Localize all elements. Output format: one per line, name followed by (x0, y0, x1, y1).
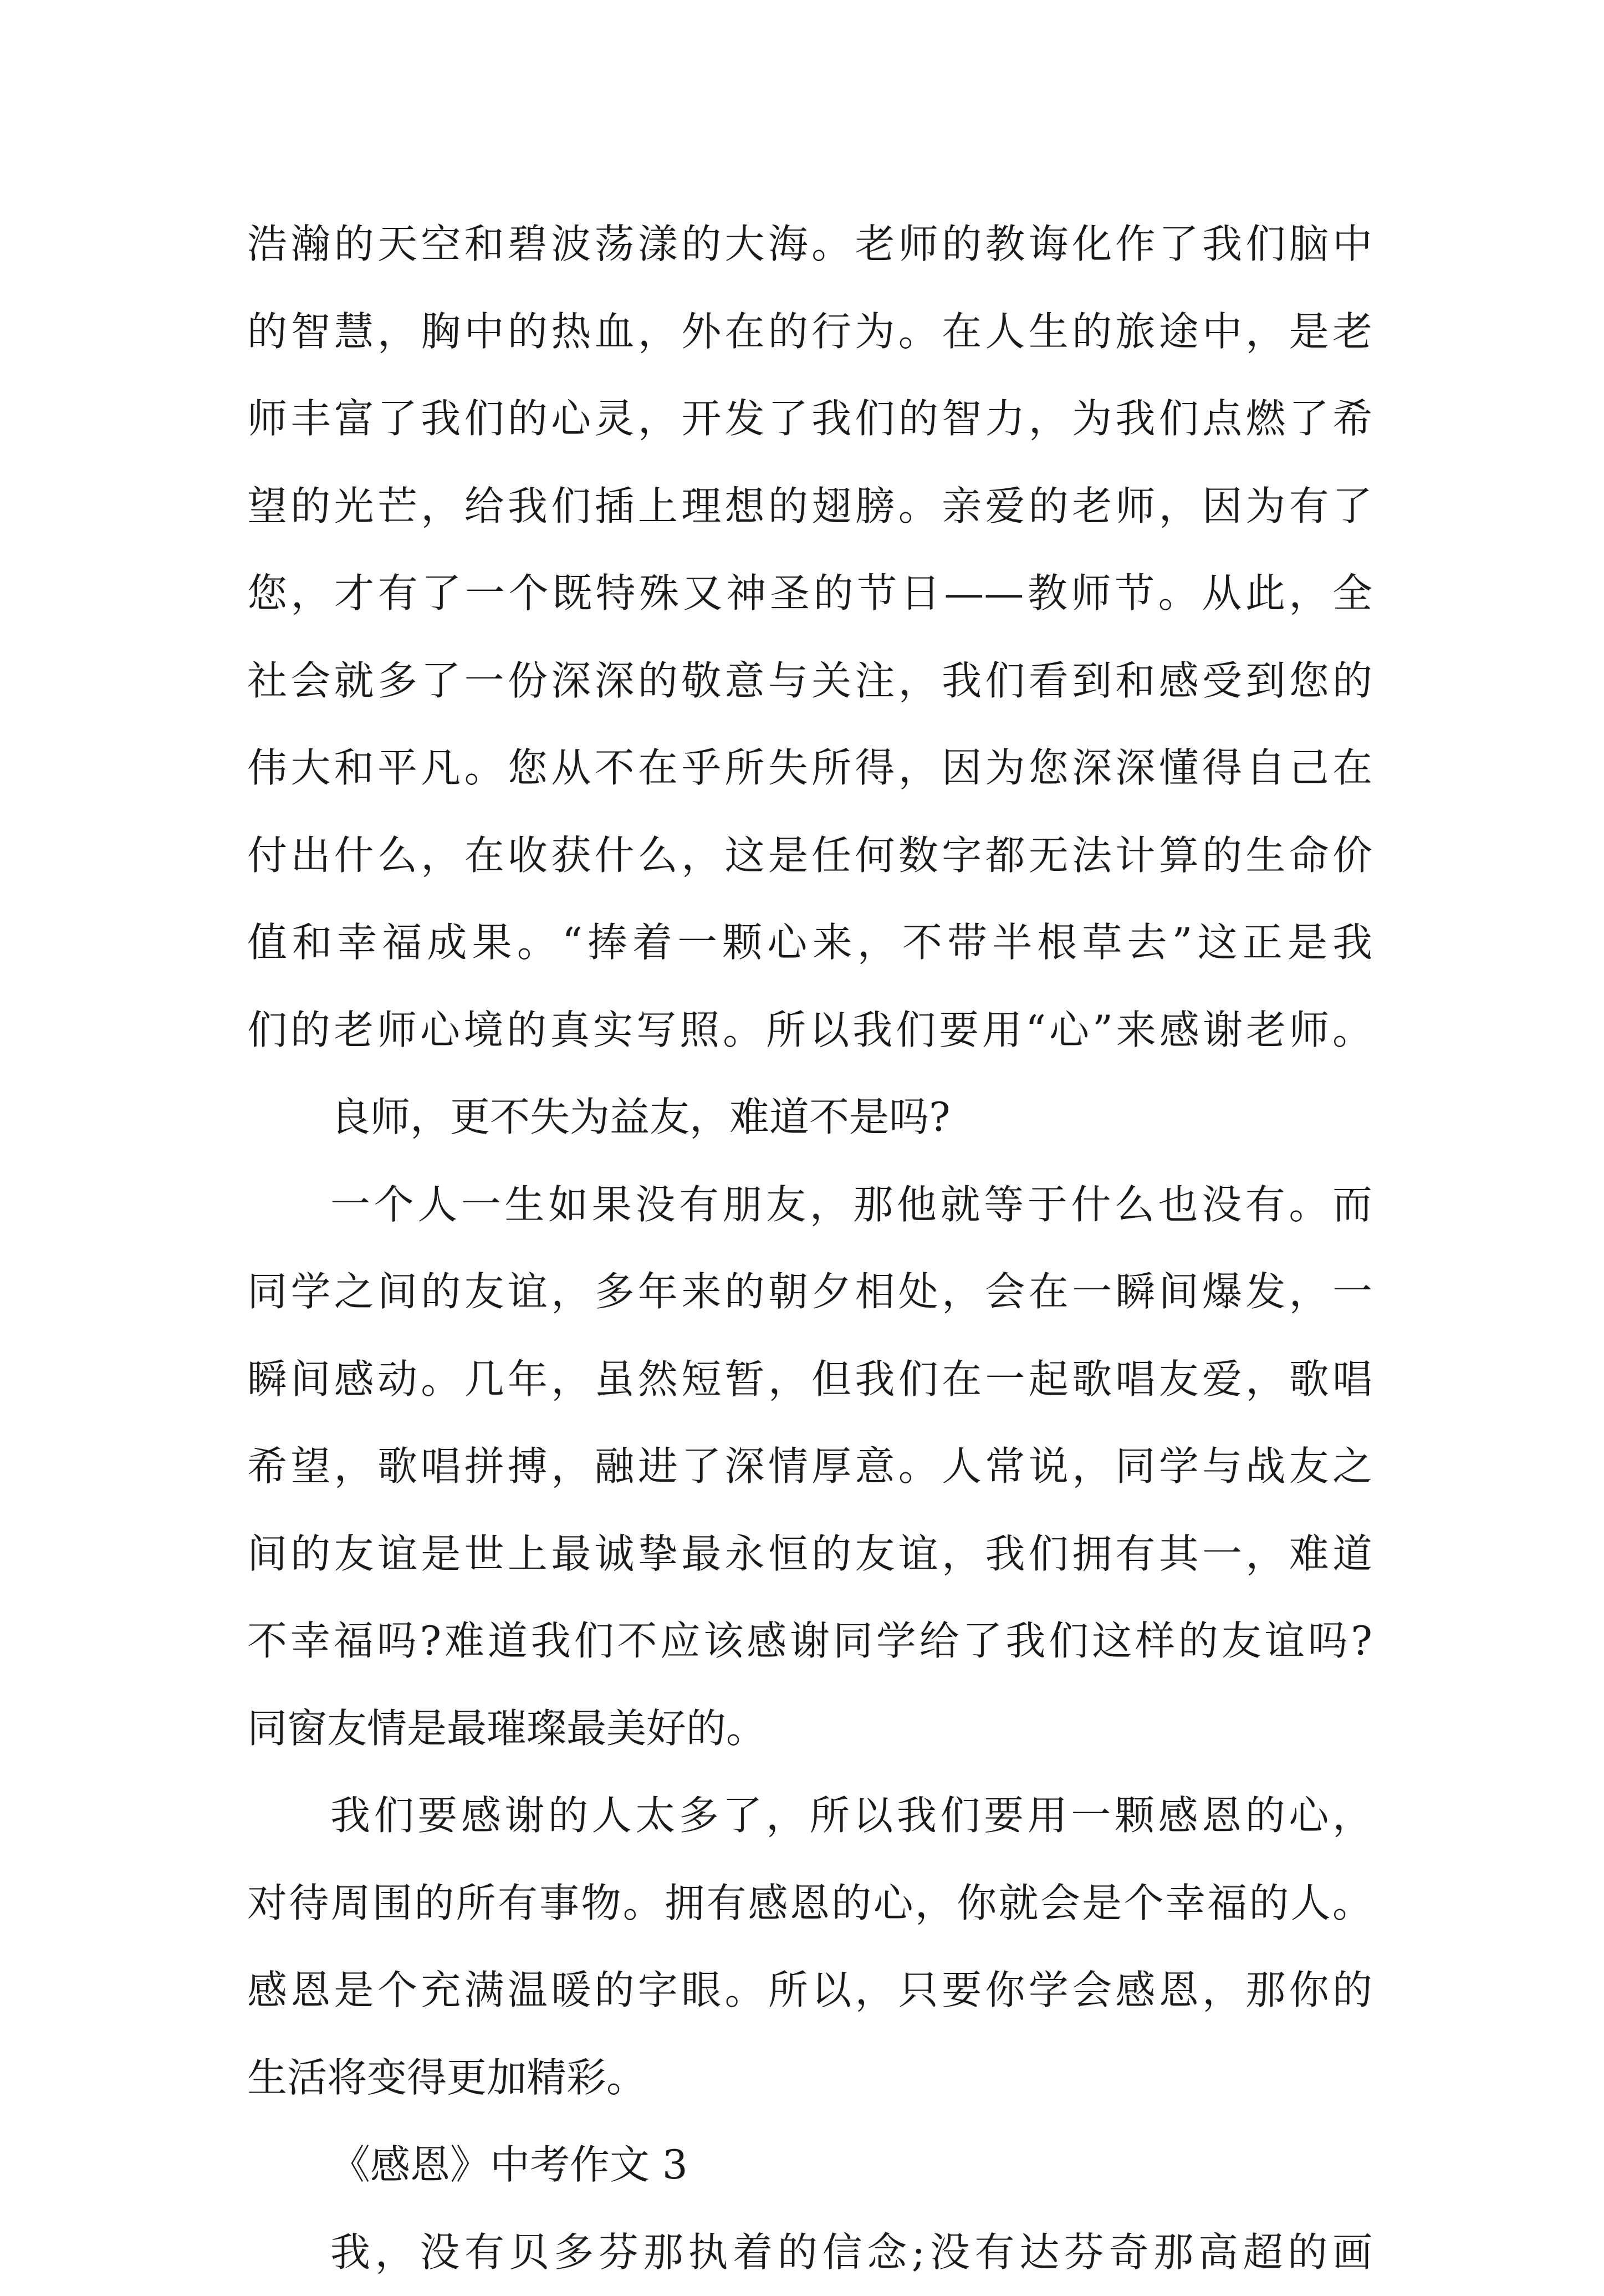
text-line: 师丰富了我们的心灵，开发了我们的智力，为我们点燃了希 (247, 375, 1372, 463)
text-line: 我，没有贝多芬那执着的信念;没有达芬奇那高超的画 (247, 2209, 1372, 2296)
text-line: 良师，更不失为益友，难道不是吗? (247, 1074, 1372, 1161)
text-line: 一个人一生如果没有朋友，那他就等于什么也没有。而 (247, 1161, 1372, 1249)
text-line: 不幸福吗?难道我们不应该感谢同学给了我们这样的友谊吗? (247, 1598, 1372, 1685)
text-line: 同窗友情是最璀璨最美好的。 (247, 1685, 1372, 1773)
essay-text-block (247, 201, 1372, 2296)
text-line: 的智慧，胸中的热血，外在的行为。在人生的旅途中，是老 (247, 288, 1372, 376)
text-line: 对待周围的所有事物。拥有感恩的心，你就会是个幸福的人。 (247, 1860, 1372, 1947)
text-line: 生活将变得更加精彩。 (247, 2034, 1372, 2122)
text-line: 瞬间感动。几年，虽然短暂，但我们在一起歌唱友爱，歌唱 (247, 1336, 1372, 1423)
text-line: 您，才有了一个既特殊又神圣的节日——教师节。从此，全 (247, 550, 1372, 637)
text-line: 希望，歌唱拼搏，融进了深情厚意。人常说，同学与战友之 (247, 1423, 1372, 1511)
text-line: 浩瀚的天空和碧波荡漾的大海。老师的教诲化作了我们脑中 (247, 201, 1372, 288)
text-line: 们的老师心境的真实写照。所以我们要用“心”来感谢老师。 (247, 987, 1372, 1074)
text-line: 我们要感谢的人太多了，所以我们要用一颗感恩的心， (247, 1772, 1372, 1860)
text-line: 间的友谊是世上最诚挚最永恒的友谊，我们拥有其一，难道 (247, 1511, 1372, 1598)
text-line: 付出什么，在收获什么，这是任何数字都无法计算的生命价 (247, 812, 1372, 900)
text-line: 社会就多了一份深深的敬意与关注，我们看到和感受到您的 (247, 637, 1372, 725)
text-line: 《感恩》中考作文 3 (247, 2121, 1372, 2209)
text-line: 望的光芒，给我们插上理想的翅膀。亲爱的老师，因为有了 (247, 463, 1372, 550)
text-line: 感恩是个充满温暖的字眼。所以，只要你学会感恩，那你的 (247, 1947, 1372, 2034)
text-line: 伟大和平凡。您从不在乎所失所得，因为您深深懂得自己在 (247, 724, 1372, 812)
text-line: 值和幸福成果。“捧着一颗心来，不带半根草去”这正是我 (247, 899, 1372, 987)
text-line: 同学之间的友谊，多年来的朝夕相处，会在一瞬间爆发，一 (247, 1248, 1372, 1336)
